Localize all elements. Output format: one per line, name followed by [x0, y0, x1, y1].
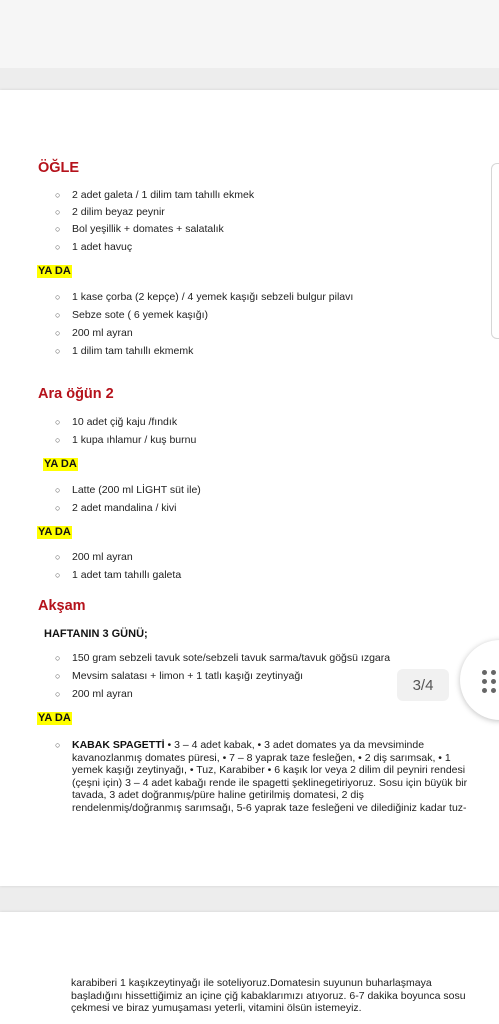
list-item: ○ 1 kase çorba (2 kepçe) / 4 yemek kaşığı sebzeli bulgur pilavı — [55, 291, 354, 303]
list-item: ○ 1 dilim tam tahıllı ekmemk — [55, 345, 194, 357]
recipe-item — [55, 739, 475, 814]
list-item: ○ 10 adet çiğ kaju /fındık — [55, 416, 178, 428]
list-item: ○ 1 adet tam tahıllı galeta — [55, 569, 182, 581]
list-item: ○ 200 ml ayran — [55, 327, 133, 339]
bullet-icon: ○ — [55, 417, 61, 427]
list-item: ○ 150 gram sebzeli tavuk sote/sebzeli tavuk sarma/tavuk göğsü ızgara — [55, 652, 391, 664]
subheading: HAFTANIN 3 GÜNÜ; — [44, 628, 148, 640]
section-heading-ara-ogun: Ara öğün 2 — [38, 386, 114, 402]
page-gap-top — [0, 0, 499, 68]
section-heading-aksam: Akşam — [38, 598, 86, 614]
or-label: YA DA — [38, 526, 71, 538]
list-item: ○ Mevsim salatası + limon + 1 tatlı kaşığı zeytinyağı — [55, 670, 304, 682]
bullet-icon: ○ — [55, 570, 61, 580]
scrollbar-handle[interactable] — [491, 163, 499, 339]
bullet-icon: ○ — [55, 671, 61, 681]
page-indicator: 3/4 — [397, 669, 449, 701]
list-item: ○ 2 adet mandalina / kivi — [55, 502, 177, 514]
list-item: ○ 1 adet havuç — [55, 241, 133, 253]
list-item: ○ Latte (200 ml LİGHT süt ile) — [55, 484, 201, 496]
bullet-icon: ○ — [55, 190, 61, 200]
list-item: ○ 2 adet galeta / 1 dilim tam tahıllı ekmek — [55, 189, 255, 201]
bullet-icon: ○ — [55, 653, 61, 663]
list-item: ○ 1 kupa ıhlamur / kuş burnu — [55, 434, 197, 446]
bullet-icon: ○ — [55, 552, 61, 562]
grid-dots-icon — [482, 670, 496, 692]
bullet-icon: ○ — [55, 485, 61, 495]
bullet-icon: ○ — [55, 242, 61, 252]
recipe-continued-text: karabiberi 1 kaşıkzeytinyağı ile soteliyoruz.Domatesin suyunun buharlaşmaya başladığını hissettiğimiz an içine çiğ kabaklarımızı atıyoruz. 6-7 dakika boyunca sosu çekmesi ve biraz yumuşaması yeterli, vitamini ölsün istemeyiz. — [71, 977, 466, 1014]
list-item: ○ 200 ml ayran — [55, 688, 133, 700]
bullet-icon: ○ — [55, 740, 61, 750]
or-label: YA DA — [38, 265, 71, 277]
bullet-icon: ○ — [55, 503, 61, 513]
list-item: ○ 200 ml ayran — [55, 551, 133, 563]
bullet-icon: ○ — [55, 207, 61, 217]
bullet-icon: ○ — [55, 689, 61, 699]
bullet-icon: ○ — [55, 346, 61, 356]
or-label: YA DA — [44, 458, 77, 470]
list-item: ○ Sebze sote ( 6 yemek kaşığı) — [55, 309, 208, 321]
bullet-icon: ○ — [55, 310, 61, 320]
section-heading-ogle: ÖĞLE — [38, 160, 80, 176]
bullet-icon: ○ — [55, 292, 61, 302]
list-item: ○ Bol yeşillik + domates + salatalık — [55, 223, 224, 235]
bullet-icon: ○ — [55, 224, 61, 234]
list-item: ○ 2 dilim beyaz peynir — [55, 206, 165, 218]
recipe-text: • 3 – 4 adet kabak, • 3 adet domates ya da mevsiminde kavanozlanmış domates püresi, • 7 – 8 yaprak taze fesleğen, • 2 diş sarımsak, • 1 yemek kaşığı zeytinyağı, • Tuz, Karabiber • 6 kaşık lor veya 2 dilim dil peyniri rendesi (çeşni için) 3 – 4 adet kabağı rende ile spagetti şeklinegetiriyoruz. Sosu için büyük bir tavada, 3 adet doğranmış/püre haline getirilmiş domatesi, 2 diş rendelenmiş/doğranmış sarımsağı, 5-6 yaprak taze fesleğeni ve dilediğiniz kadar tuz- — [72, 739, 468, 814]
bullet-icon: ○ — [55, 435, 61, 445]
or-label: YA DA — [38, 712, 71, 724]
recipe-title: KABAK SPAGETTİ — [72, 739, 165, 751]
bullet-icon: ○ — [55, 328, 61, 338]
